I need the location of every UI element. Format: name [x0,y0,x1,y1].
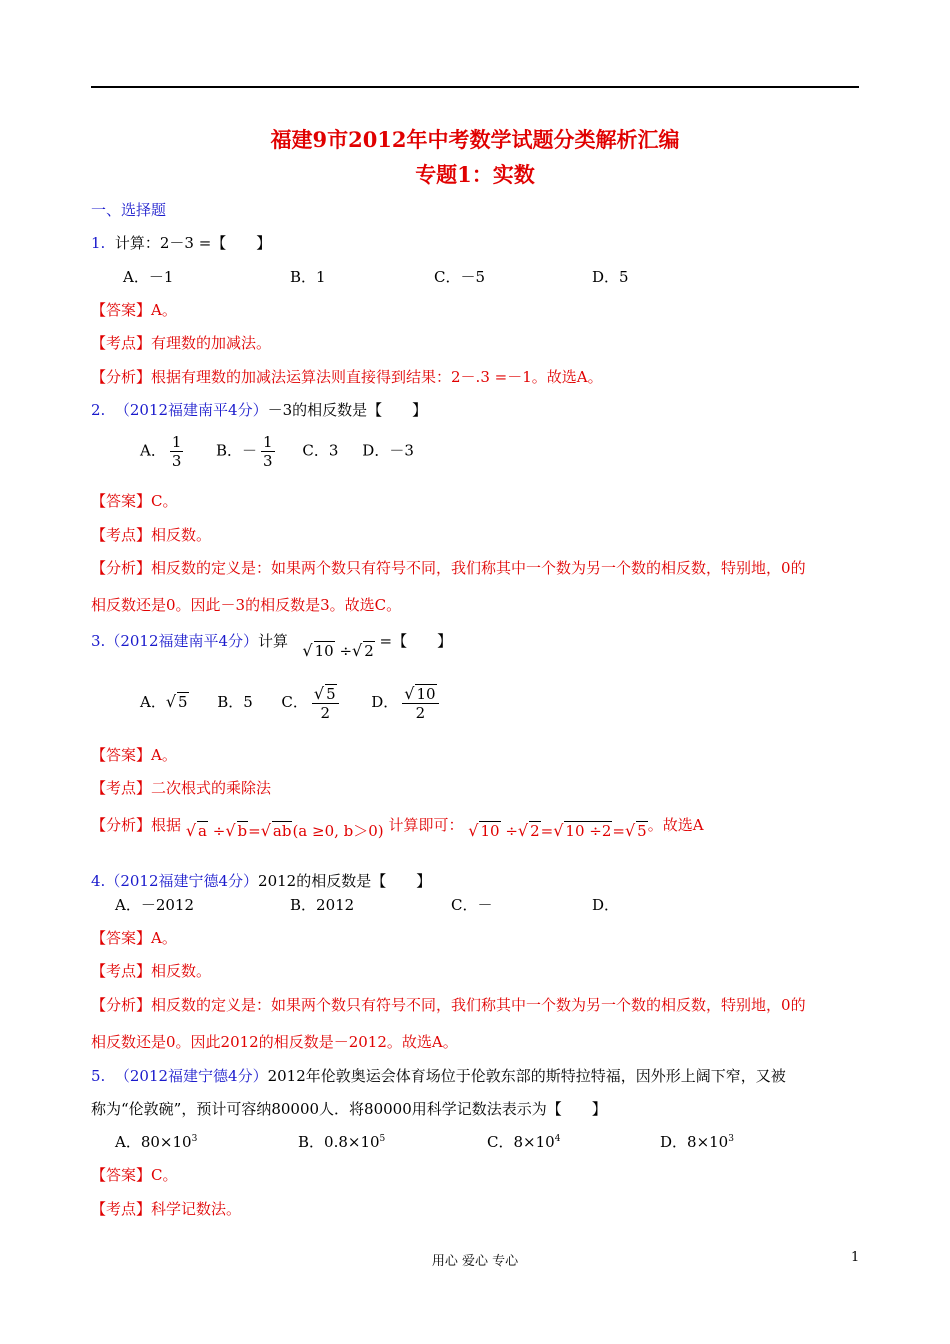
question-3: 3.（2012福建南平4分）计算 √ 10 ÷√ 2 =【 】 [91,632,453,660]
q4-option-c: C．－ [451,896,493,914]
question-number: 1. [91,234,106,252]
q1-option-d: D．5 [592,268,629,286]
page-footer: 用心 爱心 专心 [431,1254,519,1269]
q1-option-a: A．－1 [123,268,174,286]
q1-analysis: 【分析】根据有理数的加减法运算法则直接得到结果：2－.3 =－1。故选A。 [91,368,603,386]
q3-answer: 【答案】A。 [91,746,177,764]
document-title: 福建9市2012年中考数学试题分类解析汇编 [270,127,680,152]
q2-analysis-continued: 相反数还是0。因此－3的相反数是3。故选C。 [91,596,402,614]
question-2: 2. （2012福建南平4分）－3的相反数是【 】 [91,401,428,419]
question-5: 5. （2012福建宁德4分）2012年伦敦奥运会体育场位于伦敦东部的斯特拉特福，因外形上阔下窄，又被 [91,1067,786,1085]
header-rule [91,86,859,88]
q1-option-c: C．－5 [434,268,486,286]
q1-answer: 【答案】A。 [91,301,177,319]
q5-option-a: A．$80\times 10^3$ [115,1133,198,1151]
q2-answer: 【答案】C。 [91,492,178,510]
page-number: 1 [851,1250,860,1265]
document-subtitle: 专题1：实数 [415,162,535,187]
q4-answer: 【答案】A。 [91,929,177,947]
q4-point: 【考点】相反数。 [91,962,212,980]
q3-options: A．√ 5 B．5 C． $\frac{√ 5}{2}$ D． $\frac{√ 10}{2}$ [140,684,443,722]
q2-analysis: 【分析】相反数的定义是：如果两个数只有符号不同，我们称其中一个数为另一个数的相反数，特别地，0的 [91,559,806,577]
question-5-continued: 称为“伦敦碗”，预计可容纳80000人．将80000用科学记数法表示为【 】 [91,1100,607,1118]
question-source: （2012福建南平4分） [114,401,268,419]
question-1 [91,232,271,253]
q5-answer: 【答案】C。 [91,1166,178,1184]
q4-option-a: A．－2012 [115,896,195,914]
q4-analysis-continued: 相反数还是0。因此2012的相反数是－2012。故选A。 [91,1033,458,1051]
q4-analysis: 【分析】相反数的定义是：如果两个数只有符号不同，我们称其中一个数为另一个数的相反数，特别地，0的 [91,996,806,1014]
q4-option-d: D． [592,896,620,914]
q5-point: 【考点】科学记数法。 [91,1200,242,1218]
q1-point: 【考点】有理数的加减法。 [91,334,272,352]
section-heading: 一、选择题 [91,201,167,219]
q3-point: 【考点】二次根式的乘除法 [91,779,272,797]
q2-options: A． $\frac{1}{3}$ B．－ $\frac{1}{3}$ C．3 D．－3 [140,433,414,470]
question-stem: 计算：2－3 =【 】 [114,234,272,252]
q3-analysis: 【分析】根据 √ a ÷√ b=√ ab(a ≥0, b＞0) 计算即可： √ 10 ÷√ 2=√ 10 ÷2=√ 5。故选A [91,816,704,840]
q5-option-b: B．$0.8\times 10^5$ [298,1133,386,1151]
q5-option-c: C．$8\times 10^4$ [487,1133,561,1151]
question-4: 4.（2012福建宁德4分）2012的相反数是【 】 [91,872,432,890]
q1-option-b: B．1 [290,268,326,286]
q2-point: 【考点】相反数。 [91,526,212,544]
q4-option-b: B．2012 [290,896,355,914]
q5-option-d: D．$8\times 10^3$ [660,1133,734,1151]
